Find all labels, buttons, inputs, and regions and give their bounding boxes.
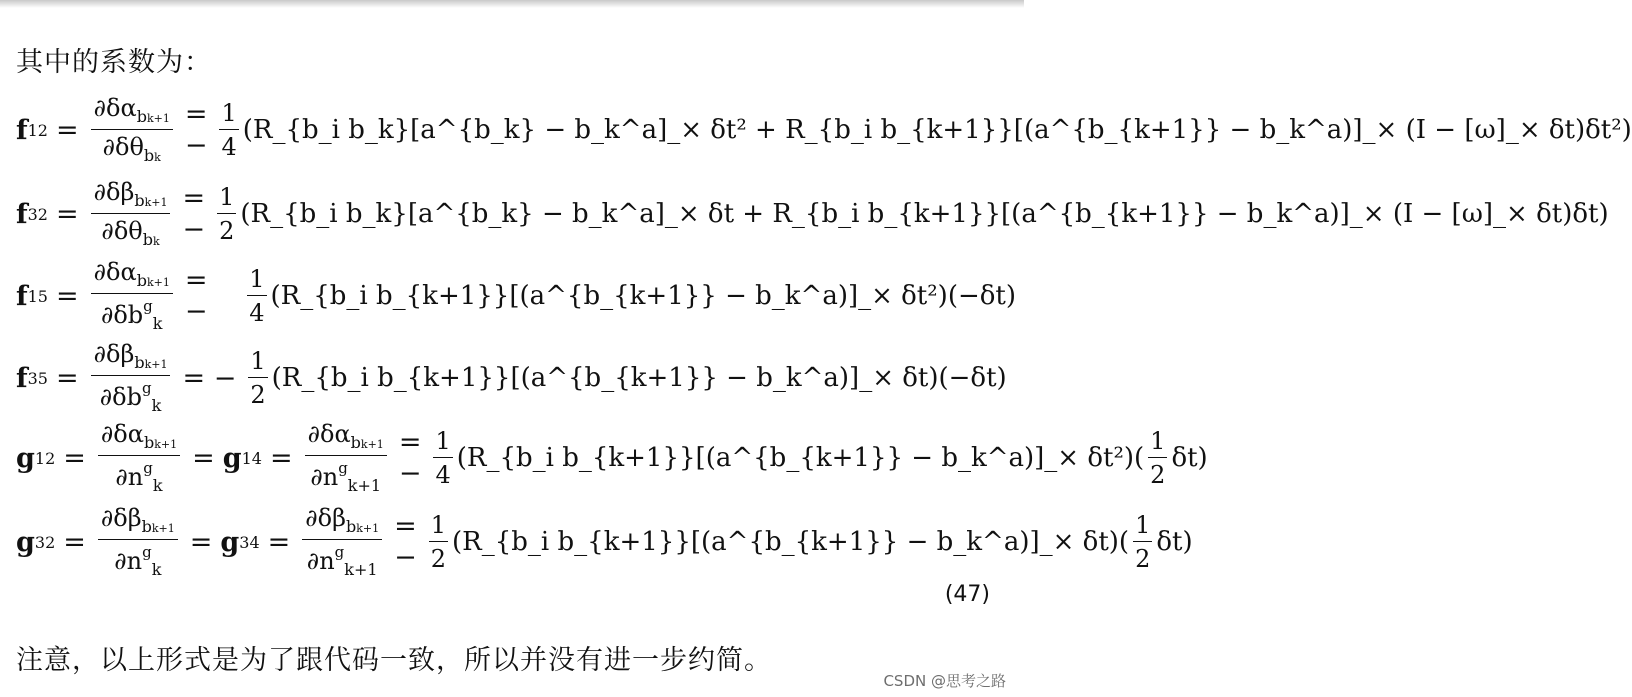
denominator-subscript: k (151, 560, 162, 579)
tail-numerator: 1 (1133, 513, 1152, 542)
lhs-index: 12 (27, 120, 48, 140)
partial-fraction (98, 506, 178, 578)
coefficient-denominator: 4 (249, 299, 265, 327)
coefficient-fraction (248, 349, 267, 407)
fraction-denominator: ∂δθ (101, 217, 143, 245)
numerator-subscript: b (134, 353, 145, 372)
fraction-denominator: ∂n (306, 547, 335, 575)
equals-sign: = − (184, 265, 208, 327)
coefficient-numerator: 1 (433, 429, 452, 458)
tail-fraction (1133, 513, 1152, 571)
equals-sign: = (55, 114, 79, 146)
fraction-denominator: ∂δθ (102, 133, 144, 161)
lhs-symbol: f (16, 362, 28, 394)
denominator-subsubscript: k (154, 151, 161, 164)
tail-fraction (1148, 429, 1167, 487)
equation-rhs: (R_{b_i b_k}[a^{b_k} − b_k^a]_× δt + R_{b_i b_{k+1}}[(a^{b_{k+1}} − b_k^a)]_× (I − [ω]_× δt)δt) (240, 199, 1609, 229)
partial-fraction (91, 96, 173, 164)
equals-sign: = (63, 526, 86, 558)
denominator-superscript: g (338, 459, 348, 477)
coefficient-numerator: 1 (429, 513, 448, 542)
equals-sign: = − (394, 511, 417, 573)
equals-sign: = − (398, 427, 422, 489)
note-text: 注意，以上形式是为了跟代码一致，所以并没有进一步约简。 (16, 645, 772, 676)
denominator-subscript: b (142, 230, 153, 249)
partial-fraction-2 (305, 422, 387, 494)
lhs-index: 12 (34, 448, 56, 468)
fraction-numerator: ∂δβ (93, 178, 135, 206)
denominator-superscript: g (334, 543, 345, 561)
fraction-denominator: ∂δb (100, 301, 144, 329)
numerator-subsubscript: k+1 (144, 196, 168, 209)
partial-fraction (91, 260, 173, 332)
equation-f35 (16, 336, 1016, 420)
lhs-index: 32 (34, 532, 56, 552)
coefficient-fraction (433, 429, 452, 487)
denominator-subscript: k+1 (347, 476, 382, 495)
equation-f15 (16, 254, 1016, 338)
numerator-subsubscript: k+1 (151, 522, 175, 535)
watermark: CSDN @思考之路 (883, 672, 1006, 690)
denominator-subscript: k (151, 396, 162, 415)
numerator-subscript: b (141, 517, 152, 536)
equation-lhs (16, 527, 55, 558)
equation-rhs: (R_{b_i b_{k+1}}[(a^{b_{k+1}} − b_k^a)]_× δt²)(−δt) (270, 281, 1016, 311)
mid-index: 14 (241, 448, 262, 468)
equation-rhs: (R_{b_i b_{k+1}}[(a^{b_{k+1}} − b_k^a)]_× δt²)( (456, 443, 1145, 473)
numerator-subscript: b (134, 191, 145, 210)
partial-fraction (98, 422, 180, 494)
fraction-numerator: ∂δβ (100, 504, 142, 532)
equals-sign: = − (184, 99, 208, 161)
tail-numerator: 1 (1148, 429, 1167, 458)
fraction-numerator: ∂δα (93, 94, 137, 122)
denominator-subscript: k+1 (344, 560, 378, 579)
fraction-numerator: ∂δα (93, 258, 137, 286)
equation-lhs (16, 443, 55, 474)
equals-sign: = (55, 198, 79, 230)
lhs-symbol: g (16, 442, 35, 474)
equation-rhs: (R_{b_i b_k}[a^{b_k} − b_k^a]_× δt² + R_{b_i b_{k+1}}[(a^{b_{k+1}} − b_k^a)]_× (I − [ω]_× δt)δt²) (242, 115, 1632, 145)
denominator-superscript: g (142, 379, 152, 397)
equals-sign: = − (182, 183, 206, 245)
numerator-subscript: b (136, 107, 147, 126)
intro-text: 其中的系数为： (16, 47, 212, 78)
denominator-subsubscript: k (152, 235, 160, 248)
coefficient-numerator: 1 (219, 101, 238, 130)
coefficient-fraction (247, 267, 266, 325)
numerator-subscript: b (350, 433, 361, 452)
numerator-subscript: b (345, 517, 357, 536)
equals-sign: = (55, 280, 79, 312)
coefficient-denominator: 2 (250, 381, 266, 409)
equation-lhs (16, 281, 48, 312)
mid-index: 34 (239, 532, 260, 552)
fraction-numerator: ∂δβ (305, 504, 346, 532)
equation-f32 (16, 172, 1609, 256)
coefficient-fraction (219, 101, 238, 159)
fraction-denominator: ∂n (114, 547, 143, 575)
equals-sign: = − (182, 362, 237, 394)
coefficient-denominator: 4 (221, 133, 237, 161)
tail-denominator: 2 (1150, 461, 1166, 489)
lhs-index: 15 (27, 286, 48, 306)
denominator-superscript: g (143, 297, 153, 315)
equation-number: (47) (944, 582, 990, 607)
numerator-subsubscript: k+1 (144, 358, 168, 371)
equals-sign: = (267, 526, 291, 558)
fraction-numerator: ∂δα (100, 420, 144, 448)
equation-lhs (16, 363, 48, 394)
lhs-index: 35 (27, 368, 48, 388)
fraction-numerator: ∂δβ (93, 340, 135, 368)
denominator-subscript: k (152, 476, 163, 495)
equation-g32 (16, 500, 1193, 584)
lhs-symbol: f (16, 114, 28, 146)
equals-sign: = (189, 526, 213, 558)
denominator-superscript: g (142, 543, 152, 561)
lhs-symbol: f (16, 198, 28, 230)
partial-fraction-2 (302, 506, 382, 578)
tail-denominator: 2 (1135, 545, 1151, 573)
equals-sign: = (269, 442, 293, 474)
coefficient-denominator: 2 (219, 217, 235, 245)
coefficient-numerator: 1 (217, 185, 236, 214)
equals-sign: = (55, 362, 79, 394)
lhs-symbol: f (16, 280, 28, 312)
equation-lhs (16, 199, 48, 230)
partial-fraction (91, 342, 171, 414)
coefficient-fraction (429, 513, 448, 571)
denominator-subscript: b (143, 146, 155, 165)
equals-sign: = (63, 442, 86, 474)
equation-lhs (16, 115, 48, 146)
numerator-subscript: b (143, 433, 155, 452)
equation-mid-symbol (223, 443, 262, 474)
equation-rhs: (R_{b_i b_{k+1}}[(a^{b_{k+1}} − b_k^a)]_× δt)( (452, 527, 1130, 557)
coefficient-denominator: 4 (435, 461, 451, 489)
fraction-numerator: ∂δα (307, 420, 351, 448)
numerator-subsubscript: k+1 (360, 438, 384, 451)
equation-rhs-tail: δt) (1156, 527, 1193, 557)
coefficient-fraction (217, 185, 236, 243)
coefficient-numerator: 1 (247, 267, 266, 296)
equation-rhs: (R_{b_i b_{k+1}}[(a^{b_{k+1}} − b_k^a)]_× δt)(−δt) (271, 363, 1007, 393)
numerator-subsubscript: k+1 (146, 112, 170, 125)
equals-sign: = (192, 442, 215, 474)
fraction-denominator: ∂n (115, 463, 144, 491)
top-edge-shadow (0, 0, 1024, 8)
denominator-subscript: k (152, 314, 163, 333)
equation-f12 (16, 88, 1632, 172)
numerator-subsubscript: k+1 (146, 276, 170, 289)
coefficient-denominator: 2 (430, 545, 447, 573)
equation-g12 (16, 416, 1208, 500)
fraction-denominator: ∂n (310, 463, 339, 491)
denominator-superscript: g (143, 459, 153, 477)
numerator-subsubscript: k+1 (154, 438, 178, 451)
fraction-denominator: ∂δb (99, 383, 142, 411)
coefficient-numerator: 1 (248, 349, 267, 378)
lhs-index: 32 (27, 204, 48, 224)
mid-symbol: g (220, 526, 240, 558)
equation-rhs-tail: δt) (1171, 443, 1208, 473)
partial-fraction (91, 180, 171, 248)
numerator-subscript: b (136, 271, 147, 290)
numerator-subsubscript: k+1 (356, 522, 380, 535)
lhs-symbol: g (16, 526, 35, 558)
equation-mid-symbol (220, 527, 259, 558)
mid-symbol: g (222, 442, 242, 474)
